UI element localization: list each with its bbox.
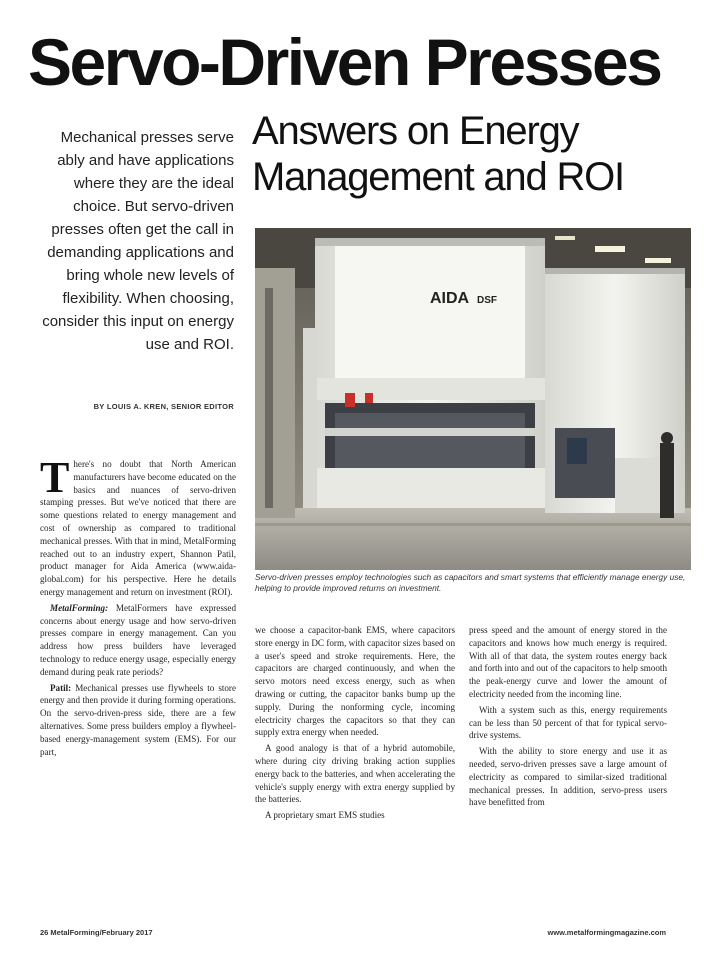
footer-folio: 26 MetalForming/February 2017	[40, 928, 153, 937]
photo-caption: Servo-driven presses employ technologies such as capacitors and smart systems that efficiently manage energy use, helping to provide improved returns on investment.	[255, 572, 686, 593]
press-sign-aida: AIDA	[430, 290, 470, 307]
article-subtitle	[252, 108, 692, 200]
body-column-2	[255, 624, 455, 822]
body-column-3	[469, 624, 667, 809]
body-column-1	[40, 453, 236, 758]
intro-text: here's no doubt that North American manufacturers have become educated on the basics and nuances of servo-driven stamping presses. But we've noticed that there are some questions related to energy management and cost of ownership as compared to traditional mechanical presses. With that in mind, MetalForming reached out to an industry expert, Shannon Patil, product manager for Aida America (www.aida-global.com) for his perspective. Here he details energy management and return on investment (ROI).	[40, 459, 236, 597]
subtitle-line-2: Management and ROI	[252, 155, 624, 199]
article-deck: Mechanical presses serve ably and have applications where they are the ideal choice. But servo-driven presses often get the call in demanding applications and bring whole new levels of flexibility. When choosing, consider this input on energy use and ROI.	[42, 129, 234, 353]
col2-paragraph-2: A good analogy is that of a hybrid automobile, where during city driving braking action supplies energy back to the batteries, and when accelerating the vehicle's supply energy with extra energy supplied by the batteries.	[255, 743, 455, 805]
press-photo	[255, 228, 691, 570]
article-title: Servo-Driven Presses	[28, 25, 661, 99]
question-text: MetalFormers have expressed concerns about energy usage and how servo-driven presses compare in energy management. Can you address how press builders have leveraged technology to reduce energy usage, especially energy demand during peak rate periods?	[40, 602, 236, 677]
col2-paragraph-1: we choose a capacitor-bank EMS, where capacitors store energy in DC form, with capacitor sizes based on a user's speed and stroke requirements. Here, the capacitors are charged continuously, and when the servo motors need excess energy, such as when drawing or cutting, the capacitor banks bump up the supply. During the nonforming cycle, incoming electricity charges the capacitors so that they can supply extra energy when needed.	[255, 625, 455, 738]
question-paragraph	[40, 602, 236, 679]
footer-website: www.metalformingmagazine.com	[547, 928, 666, 937]
answer-text: Mechanical presses use flywheels to store energy and then provide it during forming operations. On the servo-driven-press side, there are a few alternatives. Some press builders employ a flywheel-based energy-management system (EMS). For our part,	[40, 682, 236, 757]
press-sign-dsf: DSF	[477, 295, 497, 306]
col3-paragraph-1: press speed and the amount of energy stored in the capacitors and knows how much energy is required. With all of that data, the system routes energy back and forth into and out of the capacitors to help smooth the peak-energy curve and lower the amount of electricity needed from the incoming line.	[469, 625, 667, 699]
drop-cap: T	[40, 453, 70, 502]
intro-paragraph	[40, 453, 236, 599]
answer-label: Patil:	[50, 682, 72, 693]
article-byline: BY LOUIS A. KREN, SENIOR EDITOR	[93, 402, 234, 411]
question-label: MetalForming:	[50, 602, 109, 613]
subtitle-line-1: Answers on Energy	[252, 109, 579, 153]
answer-paragraph	[40, 682, 236, 759]
col3-paragraph-2: With a system such as this, energy requirements can be less than 50 percent of that for typical servo-drive systems.	[469, 704, 667, 741]
col2-paragraph-3: A proprietary smart EMS studies	[265, 810, 385, 821]
col3-paragraph-3: With the ability to store energy and use it as needed, servo-driven presses save a large amount of electricity as compared to similar-sized traditional mechanical presses. In addition, servo-press users have benefitted from	[469, 746, 667, 808]
